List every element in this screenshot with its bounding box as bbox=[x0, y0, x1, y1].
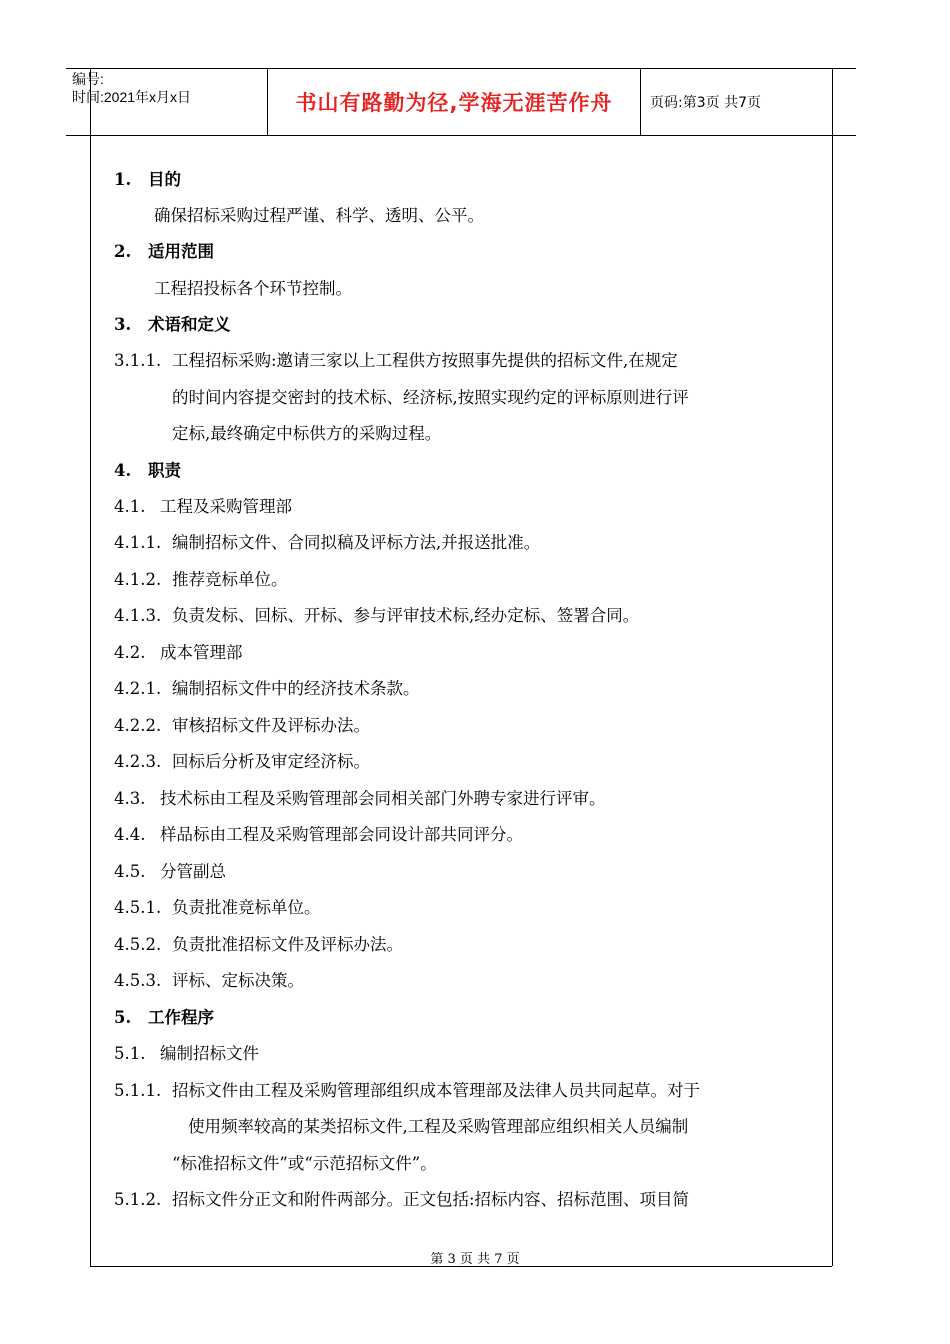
item-text: 编制招标文件中的经济技术条款。 bbox=[172, 679, 420, 698]
section-title: 目的 bbox=[148, 170, 181, 189]
item-text: 负责批准竞标单位。 bbox=[172, 898, 321, 917]
section-number: 2. bbox=[114, 242, 132, 261]
item-text: 负责发标、回标、开标、参与评审技术标,经办定标、签署合同。 bbox=[172, 606, 640, 625]
item-text: 编制招标文件、合同拟稿及评标方法,并报送批准。 bbox=[172, 533, 541, 552]
section-title: 职责 bbox=[148, 461, 181, 480]
header-page-number: 页码:第3页 共7页 bbox=[650, 95, 761, 111]
section-number: 1. bbox=[114, 170, 132, 189]
item-number: 4.2.1. bbox=[114, 679, 162, 698]
header-info bbox=[72, 70, 191, 106]
section-number: 3. bbox=[114, 315, 132, 334]
header-divider-2 bbox=[640, 68, 641, 135]
list-item bbox=[114, 1079, 700, 1103]
list-item bbox=[114, 714, 370, 738]
item-number: 4.1. bbox=[114, 497, 146, 516]
item-text-continued: 定标,最终确定中标供方的采购过程。 bbox=[172, 424, 442, 443]
section-heading bbox=[114, 240, 214, 264]
item-number: 4.5.1. bbox=[114, 898, 162, 917]
list-item bbox=[114, 568, 288, 592]
item-text: 工程招标采购:邀请三家以上工程供方按照事先提供的招标文件,在规定 bbox=[172, 351, 678, 370]
item-number: 4.5.3. bbox=[114, 971, 162, 990]
list-item bbox=[114, 787, 606, 811]
item-text: 成本管理部 bbox=[160, 643, 243, 662]
header-code-label: 编号: bbox=[72, 71, 104, 87]
section-heading bbox=[114, 1006, 214, 1030]
item-number: 5.1. bbox=[114, 1044, 146, 1063]
section-title: 工作程序 bbox=[148, 1008, 214, 1027]
item-number: 4.2.2. bbox=[114, 716, 162, 735]
item-text: 审核招标文件及评标办法。 bbox=[172, 716, 370, 735]
section-heading bbox=[114, 313, 231, 337]
item-number: 4.5.2. bbox=[114, 935, 162, 954]
item-number: 5.1.2. bbox=[114, 1190, 162, 1209]
item-number: 4.5. bbox=[114, 862, 146, 881]
list-item bbox=[114, 677, 420, 701]
section-title: 术语和定义 bbox=[148, 315, 231, 334]
section-heading bbox=[114, 459, 181, 483]
list-item bbox=[114, 896, 321, 920]
item-text: 编制招标文件 bbox=[160, 1044, 259, 1063]
list-item bbox=[114, 750, 370, 774]
section-number: 4. bbox=[114, 461, 132, 480]
item-text: 分管副总 bbox=[160, 862, 226, 881]
paragraph: 工程招投标各个环节控制。 bbox=[154, 279, 352, 298]
section-number: 5. bbox=[114, 1008, 132, 1027]
item-text: 回标后分析及审定经济标。 bbox=[172, 752, 370, 771]
list-item bbox=[114, 1042, 259, 1066]
item-number: 4.3. bbox=[114, 789, 146, 808]
item-text: 招标文件由工程及采购管理部组织成本管理部及法律人员共同起草。对于 bbox=[172, 1081, 700, 1100]
item-number: 4.2.3. bbox=[114, 752, 162, 771]
list-item bbox=[114, 495, 292, 519]
list-item bbox=[114, 1188, 689, 1212]
item-text: 招标文件分正文和附件两部分。正文包括:招标内容、招标范围、项目简 bbox=[172, 1190, 690, 1209]
item-number: 4.4. bbox=[114, 825, 146, 844]
list-item bbox=[114, 823, 523, 847]
item-number: 5.1.1. bbox=[114, 1081, 162, 1100]
list-item bbox=[114, 933, 403, 957]
item-text: 工程及采购管理部 bbox=[160, 497, 292, 516]
section-title: 适用范围 bbox=[148, 242, 214, 261]
item-number: 4.1.3. bbox=[114, 606, 162, 625]
list-item bbox=[114, 349, 678, 373]
header-bottom-border bbox=[66, 135, 856, 136]
section-heading bbox=[114, 168, 181, 192]
header-top-border bbox=[66, 68, 856, 69]
item-text-continued: “标准招标文件”或“示范招标文件”。 bbox=[172, 1154, 437, 1173]
frame-right-border bbox=[832, 68, 833, 1266]
item-text: 评标、定标决策。 bbox=[172, 971, 304, 990]
list-item bbox=[114, 604, 639, 628]
paragraph: 确保招标采购过程严谨、科学、透明、公平。 bbox=[154, 206, 484, 225]
header-motto: 书山有路勤为径,学海无涯苦作舟 bbox=[295, 91, 613, 115]
item-number: 4.1.1. bbox=[114, 533, 162, 552]
item-number: 4.2. bbox=[114, 643, 146, 662]
list-item bbox=[114, 641, 243, 665]
item-text: 负责批准招标文件及评标办法。 bbox=[172, 935, 403, 954]
header-time-label: 时间:2021年x月x日 bbox=[72, 89, 192, 105]
item-number: 4.1.2. bbox=[114, 570, 162, 589]
item-text: 样品标由工程及采购管理部会同设计部共同评分。 bbox=[160, 825, 523, 844]
list-item bbox=[114, 531, 540, 555]
page-footer: 第 3 页 共 7 页 bbox=[430, 1252, 520, 1267]
list-item bbox=[114, 969, 304, 993]
item-text: 推荐竞标单位。 bbox=[172, 570, 288, 589]
list-item bbox=[114, 860, 226, 884]
item-text-continued: 使用频率较高的某类招标文件,工程及采购管理部应组织相关人员编制 bbox=[188, 1117, 689, 1136]
item-number: 3.1.1. bbox=[114, 351, 162, 370]
item-text: 技术标由工程及采购管理部会同相关部门外聘专家进行评审。 bbox=[160, 789, 606, 808]
frame-left-border bbox=[90, 68, 91, 1266]
item-text-continued: 的时间内容提交密封的技术标、经济标,按照实现约定的评标原则进行评 bbox=[172, 388, 689, 407]
